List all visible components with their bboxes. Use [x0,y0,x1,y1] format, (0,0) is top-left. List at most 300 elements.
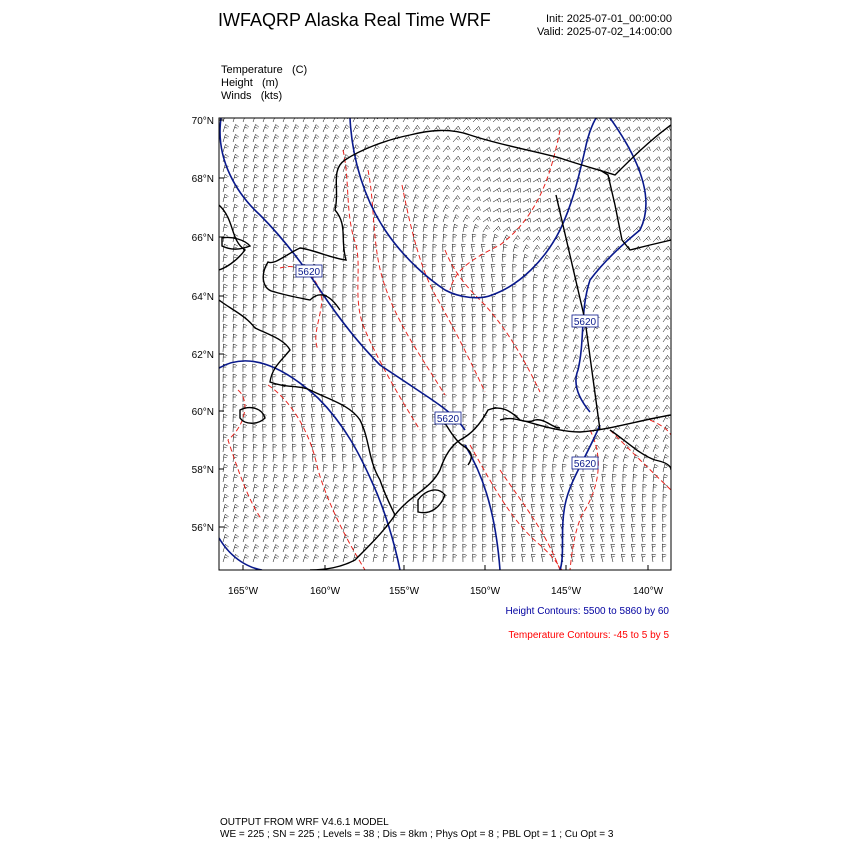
wind-barb [563,375,569,382]
wind-barb [223,374,227,382]
wind-barb [263,474,268,482]
wind-barb [631,554,635,562]
wind-barb [493,226,500,232]
wind-barb [503,227,511,232]
wind-barb [653,177,661,182]
wind-barb [423,195,429,202]
wind-barb [323,535,329,543]
wind-barb [343,554,349,562]
wind-barb [623,127,631,132]
wind-barb [662,544,666,552]
wind-barb [432,284,436,292]
wind-barb [493,234,498,242]
wind-barb [643,425,650,432]
wind-barb [263,144,269,152]
wind-barb [283,135,289,143]
wind-barb [533,334,538,342]
wind-barb [541,534,545,542]
wind-barb [652,534,656,542]
wind-barb [233,194,238,202]
wind-barb [473,504,477,512]
wind-barb [633,286,640,292]
wind-barb [493,454,497,462]
lon-label: 160°W [309,586,341,597]
wind-barb [283,204,288,212]
wind-barb [243,274,248,282]
wind-barb [223,134,229,142]
wind-barb [383,234,388,242]
field-height: Height (m) [221,77,279,89]
wind-barb [423,434,427,442]
wind-barb [653,365,660,372]
wind-barb [623,405,630,412]
wind-barb [282,364,286,372]
wind-barb [443,514,447,522]
wind-barb [423,534,427,542]
wind-barb [663,326,670,333]
wind-barb [471,274,475,282]
wind-barb [551,474,555,482]
wind-barb [412,394,416,402]
wind-barb [473,414,477,422]
wind-barb [353,484,358,492]
wind-barb [413,185,419,192]
wind-barb [593,227,601,232]
wind-barb [643,177,651,182]
wind-barb [363,304,367,312]
wind-barb [323,145,329,153]
wind-barb [643,315,650,322]
wind-barb [402,364,406,372]
wind-barb [433,514,437,522]
wind-barb [631,524,635,532]
wind-barb [443,544,447,552]
wind-barb [563,295,569,303]
wind-barb [412,334,416,342]
wind-barb [503,414,508,422]
wind-barb [600,534,604,542]
wind-barb [533,444,538,452]
wind-barb [463,206,470,212]
wind-barb [553,405,559,412]
wind-barb [422,404,426,412]
wind-barb [392,344,396,352]
wind-barb [643,474,648,482]
wind-barb [243,164,249,172]
wind-barb [333,534,339,542]
wind-barb [601,544,605,552]
wind-barb [333,214,338,222]
lon-label: 150°W [469,586,501,597]
wind-barb [283,545,289,553]
wind-barb [471,264,475,272]
wind-barb [541,484,545,492]
wind-barb [473,177,481,182]
wind-barb [483,147,491,152]
wind-barb [543,265,549,273]
wind-barb [352,364,356,372]
wind-barb [653,395,660,402]
wind-barb [393,194,399,202]
wind-barb [323,544,329,552]
wind-barb [593,177,601,182]
wind-barb [473,116,480,122]
wind-barb [283,214,288,222]
wind-barb [463,474,467,482]
wind-barb [523,304,527,312]
wind-barb [452,244,456,252]
wind-barb [433,175,440,182]
wind-barb [523,334,528,342]
wind-barb [633,425,640,432]
wind-barb [663,375,670,382]
wind-barb [563,168,571,172]
contour-label: 5620 [573,317,597,328]
wind-barb [423,454,427,462]
wind-barb [362,374,366,382]
wind-barb [393,165,399,172]
wind-barb [623,454,629,462]
wind-barb [533,127,541,132]
wind-barb [663,514,667,522]
wind-barb [432,324,436,332]
wind-barb [523,137,531,142]
wind-barb [253,484,259,492]
wind-barb [452,334,456,342]
wind-barb [363,214,368,222]
wind-barb [223,464,228,472]
wind-barb [272,394,276,402]
wind-barb [643,207,651,212]
wind-barb [383,244,388,252]
wind-barb [553,415,559,422]
wind-barb [663,296,670,302]
wind-barb [373,514,378,522]
wind-barb [303,515,309,522]
wind-barb [613,217,621,222]
wind-barb [333,264,337,272]
wind-barb [223,534,229,542]
wind-barb [273,474,278,482]
wind-barb [581,544,585,552]
wind-barb [662,534,666,542]
wind-barb [223,484,228,492]
wind-barb [553,395,559,402]
wind-barb [363,554,368,562]
wind-barb [583,217,591,222]
wind-barb [563,385,569,392]
wind-barb [283,144,289,152]
wind-barb [422,374,426,382]
wind-barb [463,554,467,562]
wind-barb [423,135,430,142]
wind-barb [523,168,531,172]
wind-barb [653,157,661,162]
wind-barb [333,224,338,232]
wind-barb [243,514,249,522]
wind-barb [491,284,495,292]
wind-barb [412,274,416,282]
wind-barb [393,155,400,162]
wind-barb [223,344,227,352]
wind-barb [483,404,487,412]
wind-barb [332,334,336,342]
wind-barb [550,515,554,523]
wind-barb [433,185,440,192]
wind-barb [243,284,248,292]
wind-barb [263,314,267,322]
wind-barb [560,475,564,483]
wind-barb [263,254,268,262]
wind-barb [570,514,574,522]
wind-barb [233,214,238,222]
wind-barb [600,515,604,523]
wind-barb [513,137,521,142]
wind-barb [263,454,268,462]
wind-barb [503,188,511,192]
wind-barb [412,354,416,362]
wind-barb [463,156,470,162]
wind-barb [543,304,548,312]
wind-barb [363,534,368,542]
wind-barb [313,525,319,533]
height-contour [219,538,262,570]
wind-barb [293,125,299,133]
wind-barb [323,525,329,533]
wind-barb [403,185,409,192]
wind-barb [600,495,604,503]
wind-barb [513,158,521,163]
wind-barb [413,434,417,442]
wind-barb [273,244,278,252]
wind-barb [362,414,366,422]
wind-barb [543,137,551,142]
wind-barb [493,374,497,382]
wind-barb [633,187,641,192]
wind-barb [352,424,356,432]
wind-barb [643,296,650,302]
wind-barb [223,514,229,522]
wind-barb [432,354,436,362]
wind-barb [282,424,286,432]
wind-barb [223,254,228,262]
wind-barb [623,167,631,172]
wind-barb [403,224,408,232]
wind-barb [331,404,335,412]
wind-barb [523,384,528,392]
wind-barb [353,514,359,522]
wind-barb [453,504,457,512]
wind-barb [243,214,248,222]
wind-barb [531,504,535,512]
wind-barb [523,208,531,212]
wind-barb [553,137,561,142]
wind-barb [253,274,258,282]
wind-barb [322,344,326,352]
wind-barb [272,404,276,412]
wind-barb [643,385,650,392]
wind-barb [342,364,346,372]
wind-barb [512,494,516,502]
wind-barb [453,234,457,242]
wind-barb [292,394,296,402]
wind-barb [322,384,326,392]
wind-barb [332,384,336,392]
wind-barb [423,214,429,222]
wind-barb [611,534,615,542]
wind-barb [642,544,646,552]
wind-barb [352,394,356,402]
wind-barb [453,176,460,182]
wind-barb [593,207,601,212]
wind-barb [323,224,328,232]
contour-label: 5620 [436,414,460,425]
wind-barb [303,454,307,462]
wind-barb [333,145,339,153]
wind-barb [541,494,545,502]
wind-barb [323,304,327,312]
wind-barb [603,157,611,162]
wind-barb [303,324,307,332]
wind-barb [253,544,259,552]
wind-barb [343,264,347,272]
wind-barb [463,176,470,182]
wind-barb [653,256,660,262]
wind-barb [513,334,517,342]
wind-barb [563,435,570,442]
wind-barb [223,124,229,132]
wind-barb [663,147,671,152]
wind-barb [513,127,521,132]
wind-barb [443,444,447,452]
wind-barb [573,256,580,262]
wind-barb [633,207,641,212]
wind-barb [502,304,506,312]
wind-barb [403,264,407,272]
wind-barb [663,474,668,482]
wind-barb [453,454,457,462]
wind-barb [603,435,610,442]
wind-barb [593,256,600,262]
wind-barb [533,245,540,252]
wind-barb [243,464,248,472]
wind-barb [523,254,528,262]
contour-label-group [296,265,598,470]
wind-barb [303,314,307,322]
wind-barb [253,224,258,232]
wind-barb [393,494,398,502]
wind-barb [623,227,631,233]
field-winds: Winds (kts) [221,90,283,102]
wind-barb [563,275,569,282]
wind-barb [393,204,399,212]
wind-barb [591,544,595,552]
wind-barb [442,374,446,382]
wind-barb [403,464,407,472]
wind-barb [543,227,551,232]
wind-barb [343,484,349,492]
wind-barb [643,127,651,132]
wind-barb [553,178,561,182]
wind-barb [332,454,336,462]
lon-label: 145°W [550,586,582,597]
wind-barb [493,434,497,442]
wind-barb [583,265,590,272]
wind-barb [463,524,467,532]
temperature-contour [610,430,671,490]
wind-barb [633,375,640,382]
wind-barb [563,405,569,412]
wind-barb [263,354,267,362]
wind-barb [583,197,591,202]
wind-barb [243,544,249,552]
wind-barb [413,454,417,462]
wind-barb [533,137,541,142]
wind-barb [363,254,367,262]
wind-barb [393,254,397,262]
wind-barb [563,198,571,202]
wind-barb [273,274,278,282]
wind-barb [463,404,467,412]
wind-barb [413,115,420,122]
wind-barb [283,264,288,272]
wind-barb [653,325,660,332]
wind-barb [263,154,269,162]
wind-barb [563,188,571,192]
wind-barb [403,524,408,532]
wind-barb [623,474,627,482]
wind-barb [283,184,289,192]
wind-barb [423,464,427,472]
wind-barb [373,184,379,192]
wind-barb [502,274,506,282]
wind-barb [303,464,308,472]
wind-barb [383,554,388,562]
wind-barb [573,295,579,302]
wind-barb [373,254,377,262]
wind-barb [323,125,329,132]
wind-barb [353,204,358,212]
wind-barb [233,474,238,482]
wind-barb [633,345,640,352]
wind-barb [392,364,396,372]
wind-barb [573,157,581,162]
wind-barb [321,434,325,442]
wind-barb [393,484,398,492]
wind-barb [623,345,630,352]
wind-barb [353,274,357,282]
wind-barb [502,484,506,492]
wind-barb [383,444,387,452]
wind-barb [233,374,237,382]
wind-barb [623,315,630,322]
wind-barb [523,424,528,432]
wind-barb [312,354,316,362]
wind-barb [253,514,259,522]
wind-barb [643,484,647,492]
wind-barb [453,166,460,172]
wind-barb [253,184,259,192]
wind-barb [473,544,477,552]
wind-barb [223,394,227,402]
wind-barb [533,255,539,262]
wind-barb [632,504,636,512]
wind-barb [292,364,296,372]
wind-barb [362,384,366,392]
wind-barb [563,314,569,322]
wind-barb [382,414,386,422]
wind-barb [563,334,569,342]
